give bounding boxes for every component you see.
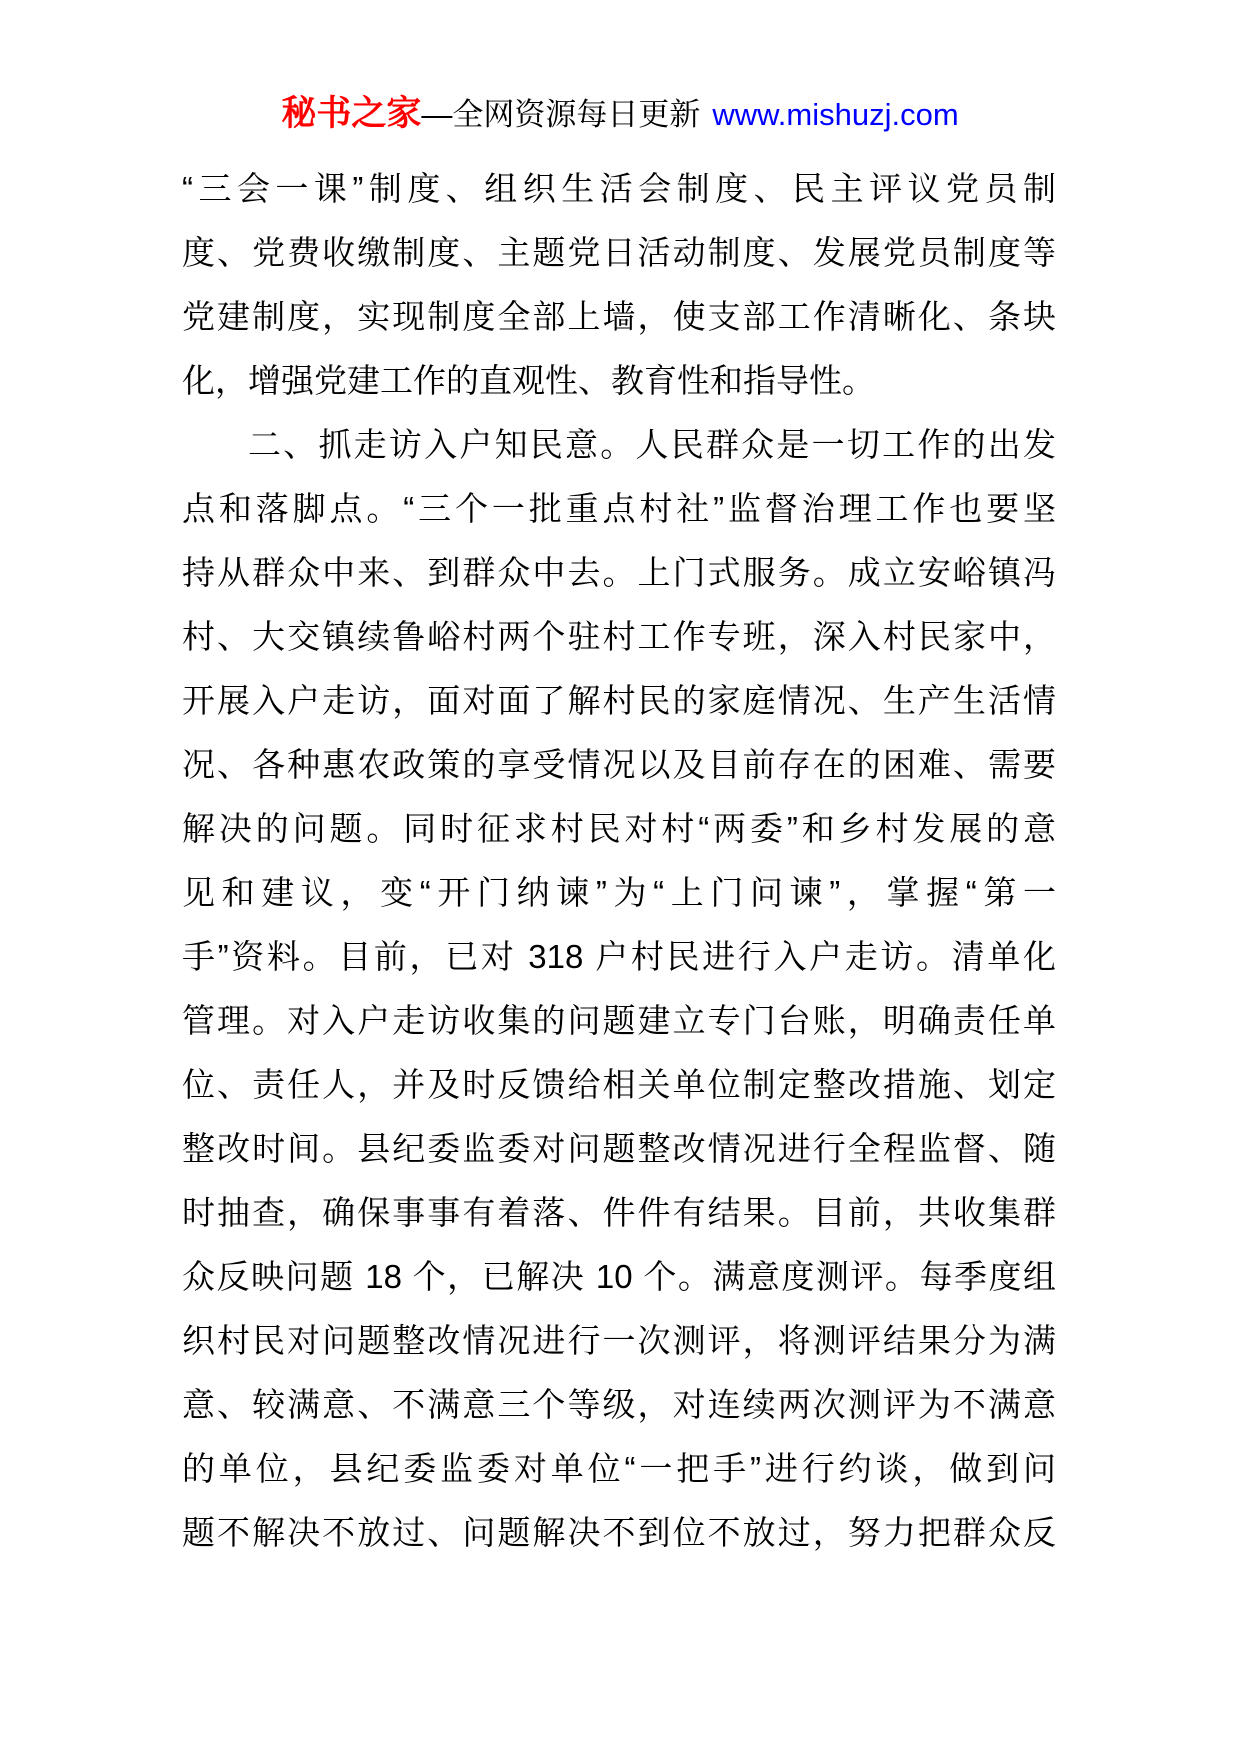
text-line: 见和建议，变“开门纳谏”为“上门问谏”，掌握“第一 bbox=[182, 874, 1056, 911]
text-line: 解决的问题。同时征求村民对村“两委”和乡村发展的意 bbox=[182, 810, 1056, 847]
text-line: 手”资料。目前，已对 318 户村民进行入户走访。清单化 bbox=[182, 938, 1056, 975]
text-line: 整改时间。县纪委监委对问题整改情况进行全程监督、随 bbox=[182, 1130, 1056, 1167]
text-line: 况、各种惠农政策的享受情况以及目前存在的困难、需要 bbox=[182, 746, 1056, 783]
text-line: 度、党费收缴制度、主题党日活动制度、发展党员制度等 bbox=[182, 234, 1056, 271]
text-line: 二、抓走访入户知民意。人民群众是一切工作的出发 bbox=[248, 426, 1056, 463]
text-line: 党建制度，实现制度全部上墙，使支部工作清晰化、条块 bbox=[182, 298, 1056, 335]
site-tagline: —全网资源每日更新 bbox=[421, 97, 701, 132]
text-line: 开展入户走访，面对面了解村民的家庭情况、生产生活情 bbox=[182, 682, 1056, 719]
text-line: 时抽查，确保事事有着落、件件有结果。目前，共收集群 bbox=[182, 1194, 1056, 1231]
text-line: 持从群众中来、到群众中去。上门式服务。成立安峪镇冯 bbox=[182, 554, 1056, 591]
site-url-link[interactable]: www.mishuzj.com bbox=[712, 97, 959, 132]
text-line: 题不解决不放过、问题解决不到位不放过，努力把群众反 bbox=[182, 1514, 1056, 1551]
site-name: 秘书之家 bbox=[281, 94, 422, 133]
text-line: 管理。对入户走访收集的问题建立专门台账，明确责任单 bbox=[182, 1002, 1056, 1039]
document-body bbox=[182, 157, 1056, 1565]
text-line: 村、大交镇续鲁峪村两个驻村工作专班，深入村民家中， bbox=[182, 618, 1056, 655]
text-line: “三会一课”制度、组织生活会制度、民主评议党员制 bbox=[182, 170, 1056, 207]
text-line: 点和落脚点。“三个一批重点村社”监督治理工作也要坚 bbox=[182, 490, 1056, 527]
text-line: 位、责任人，并及时反馈给相关单位制定整改措施、划定 bbox=[182, 1066, 1056, 1103]
text-line: 化，增强党建工作的直观性、教育性和指导性。 bbox=[182, 362, 875, 399]
text-line: 织村民对问题整改情况进行一次测评，将测评结果分为满 bbox=[182, 1322, 1056, 1359]
text-line: 意、较满意、不满意三个等级，对连续两次测评为不满意 bbox=[182, 1386, 1056, 1423]
text-line: 众反映问题 18 个，已解决 10 个。满意度测评。每季度组 bbox=[182, 1258, 1056, 1295]
text-line: 的单位，县纪委监委对单位“一把手”进行约谈，做到问 bbox=[182, 1450, 1056, 1487]
page-header bbox=[0, 92, 1240, 137]
